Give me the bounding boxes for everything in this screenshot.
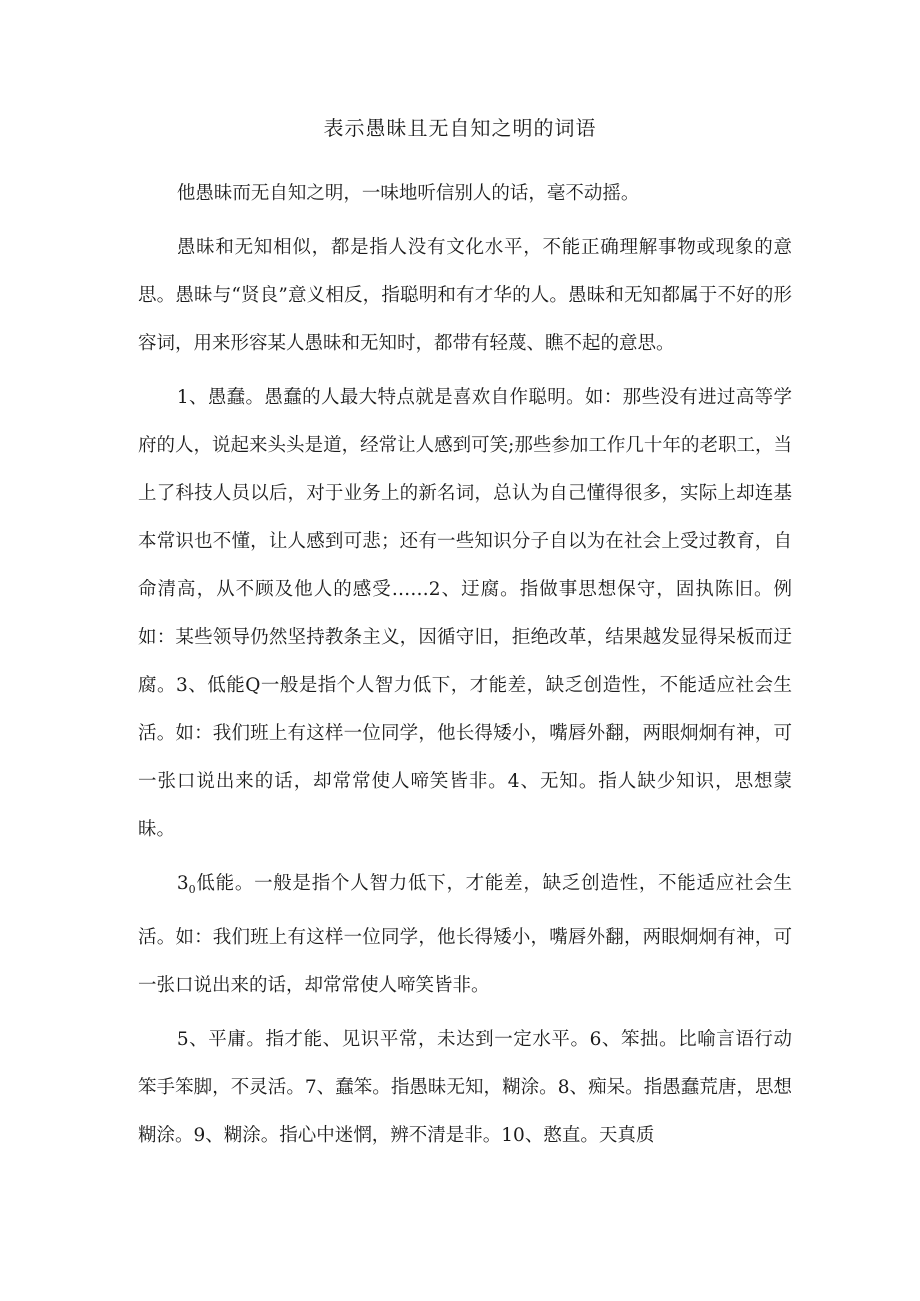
paragraph-3: 1、愚蠢。愚蠢的人最大特点就是喜欢自作聪明。如：那些没有进过高等学府的人，说起来头头是道，经常让人感到可笑;那些参加工作几十年的老职工，当上了科技人员以后，对于业务上的新名词，总认为自己懂得很多，实际上却连基本常识也不懂，让人感到可悲；还有一些知识分子自以为在社会上受过教育，自命清高，从不顾及他人的感受……2、迂腐。指做事思想保守，固执陈旧。例如：某些领导仍然坚持教条主义，因循守旧，拒绝改革，结果越发显得呆板而迂腐。3、低能Q一般是指个人智力低下，才能差，缺乏创造性，不能适应社会生活。如：我们班上有这样一位同学，他长得矮小，嘴唇外翻，两眼炯炯有神，可一张口说出来的话，却常常使人啼笑皆非。4、无知。指人缺少知识，思想蒙昧。 bbox=[138, 387, 792, 840]
paragraph-5: 5、平庸。指才能、见识平常，未达到一定水平。6、笨拙。比喻言语行动笨手笨脚，不灵活。7、蠢笨。指愚昧无知，糊涂。8、痴呆。指愚蠢荒唐，思想糊涂。9、糊涂。指心中迷惘，辨不清是非。10、憨直。天真质 bbox=[138, 1029, 792, 1146]
document-body bbox=[138, 170, 792, 1166]
paragraph-4-text: 低能。一般是指个人智力低下，才能差，缺乏创造性，不能适应社会生活。如：我们班上有这样一位同学，他长得矮小，嘴唇外翻，两眼炯炯有神，可一张口说出来的话，却常常使人啼笑皆非。 bbox=[138, 873, 792, 996]
paragraph-1: 他愚昧而无自知之明，一味地听信别人的话，毫不动摇。 bbox=[176, 183, 640, 204]
paragraph-4-number: 3 bbox=[176, 873, 189, 894]
paragraph-2: 愚昧和无知相似，都是指人没有文化水平，不能正确理解事物或现象的意思。愚昧与“贤良”意义相反，指聪明和有才华的人。愚昧和无知都属于不好的形容词，用来形容某人愚昧和无知时，都带有轻蔑、瞧不起的意思。 bbox=[138, 237, 792, 354]
paragraph-4 bbox=[138, 860, 792, 1010]
paragraph-4-subscript: 0 bbox=[188, 883, 196, 896]
document-title: 表示愚昧且无自知之明的词语 bbox=[323, 116, 597, 140]
